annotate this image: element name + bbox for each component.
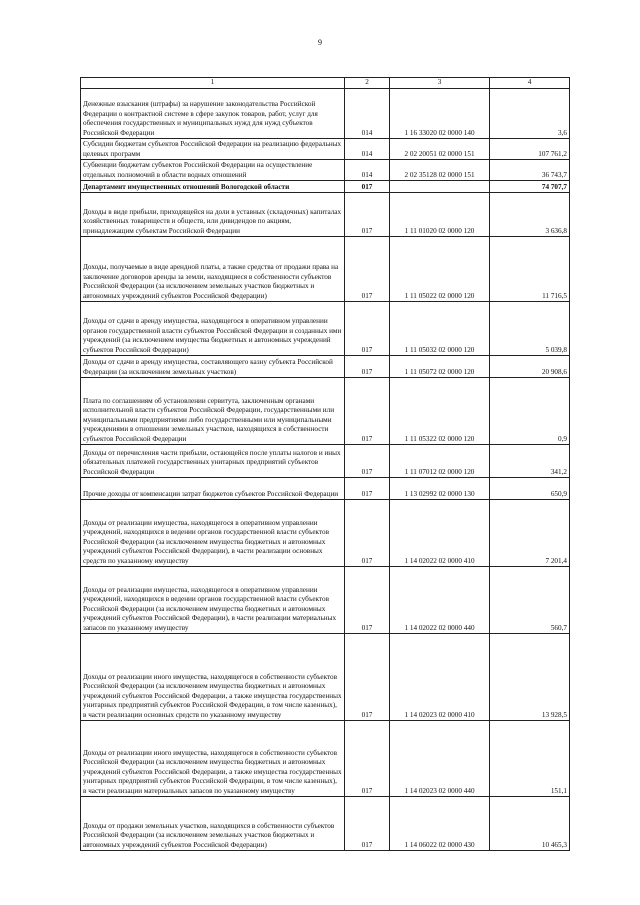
- row-description: Субвенции бюджетам субъектов Российской Федерации на осуществление отдельных полномочий в области водных отношений: [81, 160, 345, 181]
- row-admin-code: 014: [345, 139, 390, 160]
- row-amount: 3,6: [490, 89, 570, 139]
- table-row: [81, 160, 570, 181]
- row-description: Плата по соглашениям об установлении сервитута, заключенным органами исполнительной власти субъектов Российской Федерации, государственными или муниципальными предприятиями либо государственными или муниципальными учреждениями в отношении земельных участков, находящихся в собственности субъектов Российской Федерации: [81, 378, 345, 445]
- row-budget-code: 1 11 01020 02 0000 120: [390, 193, 490, 237]
- row-amount: 3 636,8: [490, 193, 570, 237]
- row-budget-code: 2 02 35128 02 0000 151: [390, 160, 490, 181]
- row-amount: 5 039,8: [490, 302, 570, 356]
- row-description: Доходы от сдачи в аренду имущества, составляющего казну субъекта Российской Федерации (за исключением земельных участков): [81, 356, 345, 378]
- row-budget-code: 1 14 02023 02 0000 440: [390, 721, 490, 797]
- row-admin-code: 014: [345, 160, 390, 181]
- row-budget-code: 1 11 05072 02 0000 120: [390, 356, 490, 378]
- row-amount: 0,9: [490, 378, 570, 445]
- row-amount: 650,9: [490, 478, 570, 500]
- header-col-2: 2: [345, 78, 390, 89]
- row-amount: 74 707,7: [490, 181, 570, 193]
- row-budget-code: 2 02 20051 02 0000 151: [390, 139, 490, 160]
- revenue-table: [80, 77, 570, 851]
- row-description: Денежные взыскания (штрафы) за нарушение законодательства Российской Федерации о контрактной системе в сфере закупок товаров, работ, услуг для обеспечения государственных и муниципальных нужд для нужд субъектов Российской Федерации: [81, 89, 345, 139]
- table-row: [81, 193, 570, 237]
- header-col-1: 1: [81, 78, 345, 89]
- table-row: [81, 356, 570, 378]
- row-amount: 20 908,6: [490, 356, 570, 378]
- row-description: Прочие доходы от компенсации затрат бюджетов субъектов Российской Федерации: [81, 478, 345, 500]
- row-description: Департамент имущественных отношений Вологодской области: [81, 181, 345, 193]
- table-row: [81, 500, 570, 567]
- row-amount: 341,2: [490, 445, 570, 478]
- row-admin-code: 017: [345, 181, 390, 193]
- row-budget-code: 1 11 05022 02 0000 120: [390, 237, 490, 302]
- header-col-3: 3: [390, 78, 490, 89]
- table-row: [81, 302, 570, 356]
- row-admin-code: 017: [345, 378, 390, 445]
- table-row: [81, 445, 570, 478]
- row-amount: 560,7: [490, 567, 570, 634]
- row-amount: 107 761,2: [490, 139, 570, 160]
- row-description: Доходы от реализации имущества, находящегося в оперативном управлении учреждений, находящихся в ведении органов государственной власти субъектов Российской Федерации (за исключением имущества бюджетных и автономных учреждений субъектов Российской Федерации), в части реализации основных средств по указанному имуществу: [81, 500, 345, 567]
- row-admin-code: 017: [345, 500, 390, 567]
- table-row: [81, 181, 570, 193]
- row-admin-code: 017: [345, 237, 390, 302]
- row-budget-code: 1 14 02022 02 0000 410: [390, 500, 490, 567]
- row-amount: 10 465,3: [490, 797, 570, 851]
- page-number: 9: [318, 38, 322, 47]
- row-description: Доходы в виде прибыли, приходящейся на доли в уставных (складочных) капиталах хозяйственных товариществ и обществ, или дивидендов по акциям, принадлежащим субъектам Российской Федерации: [81, 193, 345, 237]
- row-description: Доходы от перечисления части прибыли, остающейся после уплаты налогов и иных обязательных платежей государственных унитарных предприятий субъектов Российской Федерации: [81, 445, 345, 478]
- row-admin-code: 017: [345, 445, 390, 478]
- row-budget-code: 1 13 02992 02 0000 130: [390, 478, 490, 500]
- table-row: [81, 797, 570, 851]
- row-description: Доходы от сдачи в аренду имущества, находящегося в оперативном управлении органов государственной власти субъектов Российской Федерации и созданных ими учреждений (за исключением имущества бюджетных и автономных учреждений субъектов Российской Федерации): [81, 302, 345, 356]
- row-amount: 11 716,5: [490, 237, 570, 302]
- row-budget-code: [390, 181, 490, 193]
- row-admin-code: 017: [345, 634, 390, 721]
- row-admin-code: 017: [345, 302, 390, 356]
- table-row: [81, 634, 570, 721]
- row-description: Доходы от реализации иного имущества, находящегося в собственности субъектов Российской Федерации (за исключением имущества бюджетных и автономных учреждений субъектов Российской Федерации, а также имущества государственных унитарных предприятий субъектов Российской Федерации, в том числе казенных), в части реализации основных средств по указанному имуществу: [81, 634, 345, 721]
- table-row: [81, 89, 570, 139]
- row-budget-code: 1 14 06022 02 0000 430: [390, 797, 490, 851]
- row-amount: 36 743,7: [490, 160, 570, 181]
- row-description: Доходы, получаемые в виде арендной платы, а также средства от продажи права на заключение договоров аренды за земли, находящиеся в собственности субъектов Российской Федерации (за исключением земельных участков бюджетных и автономных учреждений субъектов Российской Федерации): [81, 237, 345, 302]
- row-budget-code: 1 16 33020 02 0000 140: [390, 89, 490, 139]
- row-amount: 7 201,4: [490, 500, 570, 567]
- row-budget-code: 1 14 02022 02 0000 440: [390, 567, 490, 634]
- row-description: Субсидии бюджетам субъектов Российской Федерации на реализацию федеральных целевых программ: [81, 139, 345, 160]
- table-row: [81, 378, 570, 445]
- table-row: [81, 567, 570, 634]
- row-admin-code: 017: [345, 797, 390, 851]
- row-admin-code: 017: [345, 356, 390, 378]
- table-row: [81, 478, 570, 500]
- table-row: [81, 139, 570, 160]
- table-row: [81, 721, 570, 797]
- row-budget-code: 1 11 07012 02 0000 120: [390, 445, 490, 478]
- row-admin-code: 017: [345, 193, 390, 237]
- row-amount: 13 928,5: [490, 634, 570, 721]
- row-budget-code: 1 11 05322 02 0000 120: [390, 378, 490, 445]
- row-admin-code: 017: [345, 478, 390, 500]
- row-budget-code: 1 14 02023 02 0000 410: [390, 634, 490, 721]
- row-description: Доходы от реализации имущества, находящегося в оперативном управлении учреждений, находящихся в ведении органов государственной власти субъектов Российской Федерации (за исключением имущества бюджетных и автономных учреждений субъектов Российской Федерации), в части реализации материальных запасов по указанному имуществу: [81, 567, 345, 634]
- row-amount: 151,1: [490, 721, 570, 797]
- header-col-4: 4: [490, 78, 570, 89]
- row-description: Доходы от реализации иного имущества, находящегося в собственности субъектов Российской Федерации (за исключением имущества бюджетных и автономных учреждений субъектов Российской Федерации, а также имущества государственных унитарных предприятий субъектов Российской Федерации, в том числе казенных), в части реализации материальных запасов по указанному имуществу: [81, 721, 345, 797]
- table-row: [81, 237, 570, 302]
- row-description: Доходы от продажи земельных участков, находящихся в собственности субъектов Российской Федерации (за исключением земельных участков бюджетных и автономных учреждений субъектов Российской Федерации): [81, 797, 345, 851]
- row-admin-code: 014: [345, 89, 390, 139]
- row-admin-code: 017: [345, 567, 390, 634]
- row-budget-code: 1 11 05032 02 0000 120: [390, 302, 490, 356]
- table-header-row: [81, 78, 570, 89]
- row-admin-code: 017: [345, 721, 390, 797]
